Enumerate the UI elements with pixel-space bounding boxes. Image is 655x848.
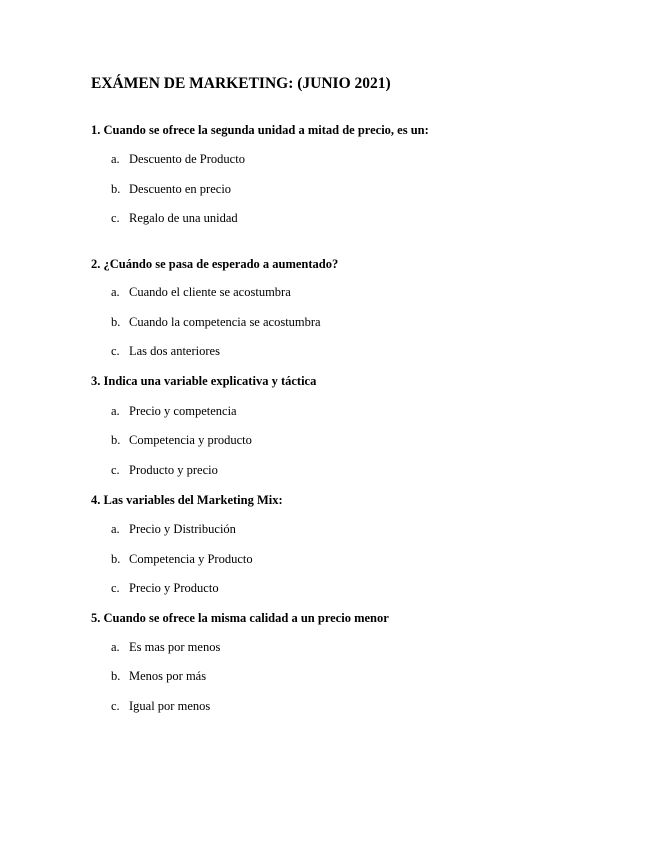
option-letter: c. xyxy=(111,211,120,225)
question-4-option-b xyxy=(111,552,253,567)
question-3-option-c xyxy=(111,463,218,478)
option-text: Precio y competencia xyxy=(129,404,237,418)
question-5-option-a xyxy=(111,640,220,655)
option-text: Producto y precio xyxy=(129,463,218,477)
option-text: Las dos anteriores xyxy=(129,344,220,358)
option-text: Competencia y producto xyxy=(129,433,252,447)
question-4-option-a xyxy=(111,522,236,537)
option-letter: c. xyxy=(111,699,120,713)
option-text: Es mas por menos xyxy=(129,640,221,654)
option-text: Descuento en precio xyxy=(129,182,232,196)
option-letter: a. xyxy=(111,285,120,299)
option-letter: a. xyxy=(111,152,120,166)
option-letter: c. xyxy=(111,344,120,358)
question-5-option-b xyxy=(111,669,206,684)
option-text: Competencia y Producto xyxy=(129,552,253,566)
question-3-option-a xyxy=(111,404,237,419)
question-1-option-a xyxy=(111,152,245,167)
question-5-text: 5. Cuando se ofrece la misma calidad a un precio menor xyxy=(91,611,389,625)
question-3-option-b xyxy=(111,433,252,448)
question-2-option-b xyxy=(111,315,321,330)
question-2-text: 2. ¿Cuándo se pasa de esperado a aumentado? xyxy=(91,257,339,271)
option-text: Descuento de Producto xyxy=(129,152,245,166)
question-1-option-c xyxy=(111,211,238,226)
option-text: Precio y Distribución xyxy=(129,522,236,536)
question-5-option-c xyxy=(111,699,210,714)
question-4-text: 4. Las variables del Marketing Mix: xyxy=(91,493,283,507)
option-text: Igual por menos xyxy=(129,699,211,713)
option-text: Cuando la competencia se acostumbra xyxy=(129,315,321,329)
option-letter: b. xyxy=(111,433,121,447)
option-letter: c. xyxy=(111,581,120,595)
question-2-option-c xyxy=(111,344,220,359)
question-1-text: 1. Cuando se ofrece la segunda unidad a mitad de precio, es un: xyxy=(91,123,429,137)
option-letter: c. xyxy=(111,463,120,477)
option-letter: a. xyxy=(111,640,120,654)
option-text: Regalo de una unidad xyxy=(129,211,238,225)
option-letter: b. xyxy=(111,315,121,329)
option-letter: b. xyxy=(111,552,121,566)
option-letter: a. xyxy=(111,522,120,536)
exam-title: EXÁMEN DE MARKETING: (JUNIO 2021) xyxy=(91,75,391,92)
question-1-option-b xyxy=(111,182,231,197)
option-text: Precio y Producto xyxy=(129,581,219,595)
question-2-option-a xyxy=(111,285,291,300)
option-text: Menos por más xyxy=(129,669,207,683)
option-letter: b. xyxy=(111,669,121,683)
option-letter: b. xyxy=(111,182,121,196)
question-4-option-c xyxy=(111,581,219,596)
option-letter: a. xyxy=(111,404,120,418)
question-3-text: 3. Indica una variable explicativa y táctica xyxy=(91,374,317,388)
option-text: Cuando el cliente se acostumbra xyxy=(129,285,291,299)
